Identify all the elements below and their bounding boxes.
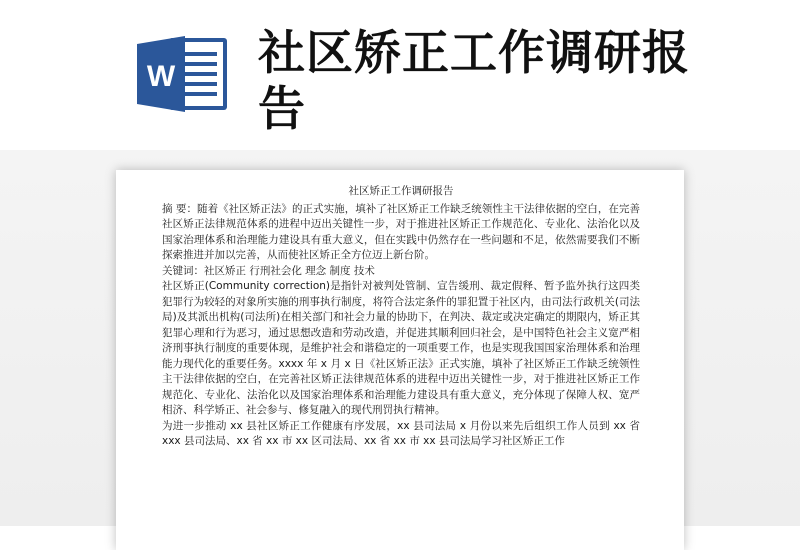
body-paragraph-2: 为进一步推动 xx 县社区矫正工作健康有序发展，xx 县司法局 x 月份以来先后组织工作人员到 xx 省 xxx 县司法局、xx 省 xx 市 xx 区司法局、xx 省 xx 市 xx 县司法局学习社区矫正工作 [162,419,640,447]
page-title: 社区矫正工作调研报告 [258,26,690,137]
abstract-paragraph: 摘 要：随着《社区矫正法》的正式实施，填补了社区矫正工作缺乏统领性主干法律依据的空白，在完善社区矫正法律规范体系的进程中迈出关键性一步，对于推进社区矫正工作规范化、专业化、法治化以及国家治理体系和治理能力建设具有重大意义，但在实践中仍然存在一些问题和不足，依然需要我们不断探索推进并加以完善，从而使社区矫正全方位迈上新台阶。 [162,202,640,261]
document-heading: 社区矫正工作调研报告 [348,185,454,197]
body-paragraph-1: 社区矫正(Community correction)是指针对被判处管制、宣告缓刑、裁定假释、暂予监外执行这四类犯罪行为较轻的对象所实施的刑事执行制度，将符合法定条件的罪犯置于社区内，由司法行政机关(司法局)及其派出机构(司法所)在相关部门和社会力量的协助下，在判决、裁定或决定确定的期限内，矫正其犯罪心理和行为恶习，通过思想改造和劳动改造，并促进其顺利回归社会，是中国特色社会主义宽严相济刑事执行制度的重要体现，是维护社会和谐稳定的一项重要工作，也是实现我国国家治理体系和治理能力现代化的重要任务。xxxx 年 x 月 x 日《社区矫正法》正式实施，填补了社区矫正工作缺乏统领性主干法律依据的空白，在完善社区矫正法律规范体系的进程中迈出关键性一步，对于推进社区矫正工作规范化、专业化、法治化以及国家治理体系和治理能力建设具有重大意义，充分体现了保障人权、宽严相济、科学矫正、社会参与、修复融入的现代刑罚执行精神。 [162,280,640,416]
keywords-line: 关键词：社区矫正 行刑社会化 理念 制度 技术 [162,264,375,277]
word-icon-letter: W [146,60,176,93]
document-page [116,170,684,550]
document-body [162,184,640,450]
word-document-icon [135,32,231,116]
